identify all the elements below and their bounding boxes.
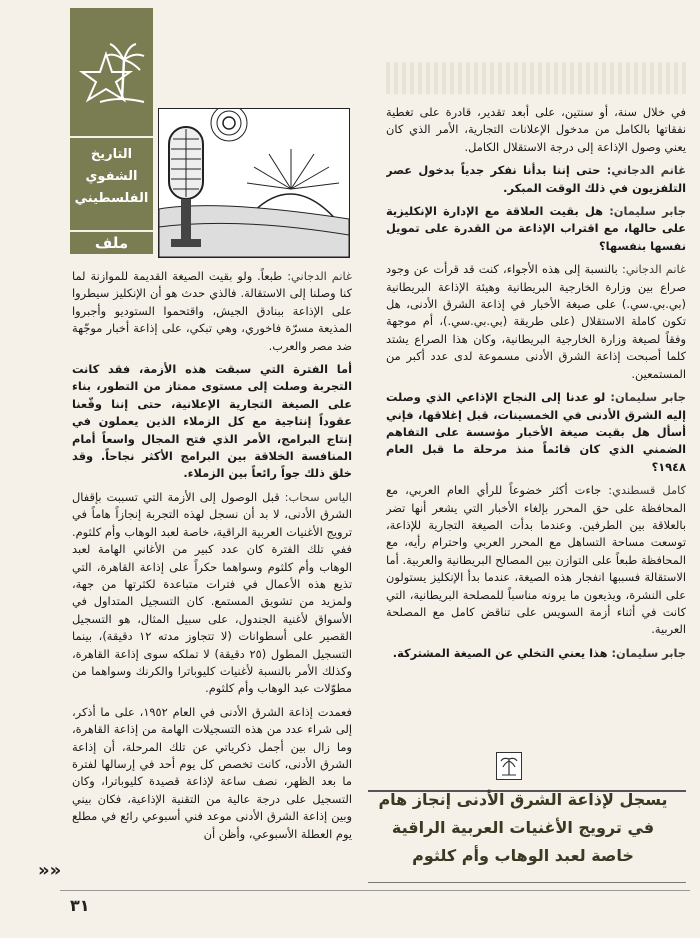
page-number: ٣١ [70,896,90,915]
speaker-name: غانم الدجاني: [600,163,686,178]
speaker-name: غانم الدجاني: [617,262,686,277]
paragraph-text: لو عدنا إلى النجاح الإذاعي الذي وصلت إليه الشرق الأدنى في الخمسينات، قبل إغلاقها، فإني أسأل هل بقيت صيغة الأخبار مؤسسة على التفاهم الضمني الذي كان قائماً منذ مرحلة ما قبل العام ١٩٤٨؟ [386,390,686,474]
paragraph [386,482,686,639]
speaker-name: جابر سليمان: [607,645,686,660]
microphone-sunrise-illustration [158,108,350,258]
paragraph [386,645,686,662]
paragraph [72,268,352,355]
paragraph-text: جاءت أكثر خضوعاً للرأي العام العربي، مع المحافظة على حق المحرر بإلغاء الأخبار التي يشعر أنها تضر بالعلاقة بين الطرفين. وعندما بدأت الصيغة التجارية للإذاعة، توسعت مساحة التساهل مع المحرر العربي واحترام رأيه، مع المحافظة طبعاً على التوازن بين المصالح البريطانية والعربية. أما الاستقالة فسببها انفجار هذه الصيغة، عندما بدأ الإنكليز يستولون على النشرة، ويذيعون ما يرونه مناسباً للمصلحة البريطانية، التي كانت في أثناء أزمة السويس على تناقض كامل مع المصلحة العربية. [386,483,686,637]
section-title [70,138,153,230]
section-title-line: التاريخ [90,147,133,162]
section-title-line: الشفوي [85,169,138,184]
speaker-name: جابر سليمان: [603,204,686,219]
paragraph [386,389,686,476]
speaker-name: كامل قسطندي: [601,483,686,498]
pull-quote-line: خاصة لعبد الوهاب وأم كلثوم [412,846,634,865]
paragraph-text: هذا يعني التخلي عن الصيغة المشتركة. [392,645,608,660]
article-column-right [386,104,686,764]
paragraph-text: في خلال سنة، أو سنتين، على أبعد تقدير، قادرة على تغطية نفقاتها بالكامل من مدخول الإعلانات التجارية، الأمر الذي كان يعني وصول الإذاعة إلى درجة الاستقلال الكامل. [386,105,686,154]
paragraph-text: طبعاً. ولو بقيت الصيغة القديمة للموازنة لما كنا وصلنا إلى الاستقالة. فالذي حدث هو أن الإنكليز سيطروا على الإذاعة ببنادق الجيش، واقتحموا الستوديو وأجبروا المذيعة مسرّة فاخوري، وهي تبكي، على إذاعة أخبار موجّهة ضد مصر والعرب. [72,269,352,353]
article-column-left [72,268,352,888]
paragraph-text: بالنسبة إلى هذه الأجواء، كنت قد قرأت عن وجود صراع بين وزارة الخارجية البريطانية وهيئة الإذاعة البريطانية (بي.بي.سي.) على صيغة الأخبار في إذاعة الشرق الأدنى، هل تكون كاملة الاستقلال (على طريقة (بي.بي.سي.)، أم موجهة وفقاً لصيغة وزارة الخارجية البريطانية، وكان هذا الصراع يشتد كلما أصبحت إذاعة الشرق الأدنى مسموعة لدى عدد أكبر من المستمعين. [386,262,686,381]
speaker-name: غانم الدجاني: [282,269,352,283]
paragraph [72,489,352,698]
paragraph [72,361,352,483]
palm-star-logo-icon [70,30,153,120]
paragraph-text: أما الفترة التي سبقت هذه الأزمة، فقد كانت التجربة وصلت إلى مستوى ممتاز من التطور، بناء على الصيغة التجارية الإعلانية، حتى إننا وقّعنا عقوداً إنتاجية مع كل الزملاء الذين يعملون في إنتاج البرامج، الأمر الذي فتح المجال واسعاً أمام المنافسة الخلاقة بين البرامج الأكثر نجاحاً. وقد خلق ذلك جواً رائعاً بين الزملاء. [72,362,352,481]
file-label: ملف [70,232,153,254]
paragraph [386,162,686,197]
paragraph-text: فعمدت إذاعة الشرق الأدنى في العام ١٩٥٢، على ما أذكر، إلى شراء عدد من هذه التسجيلات الهامة من إذاعة القاهرة، وما زال بين أجمل ذكرياتي عن تلك المرحلة، أن إذاعة الشرق الأدنى، كانت تخصص كل يوم أحد في إرسالها لفترة ما بعد الظهر، نصف ساعة لإذاعة قصيدة كليوباترا، وكان التسجيل على درجة عالية من التقنية الإذاعية، فكان بيني وبين إذاعة الشرق الأدنى موعد فني أسبوعي رائع في مطلع يوم العطلة الأسبوعي، وأظن أن [72,704,352,841]
section-title-line: الفلسطيني [74,191,149,206]
paragraph [386,104,686,156]
paragraph [386,203,686,255]
paragraph [72,704,352,843]
end-mark-icon [496,752,522,780]
paragraph-text: قبل الوصول إلى الأزمة التي تسببت بإقفال الشرق الأدنى، لا بد أن نسجل لهذه التجربة إنجازاً هاماً في ترويج الأغنيات العربية الراقية، خاصة لعبد الوهاب وأم كلثوم. ففي تلك الفترة كان عدد كبير من الأغاني الهامة لعبد الوهاب وأم كلثوم وسواهما حكراً على إذاعة القاهرة، التي تذيع هذه الأعمال في فترات متباعدة لكثرتها من جهة، ولمزيد من تشويق المستمع. كان التسجيل المتداول في الأسواق لأغنية الجندول، على سبيل المثال، هو التسجيل القصير على أسطوانات (لا تتجاوز مدته ١٢ دقيقة)، بينما التسجيل المطول (٢٥ دقيقة) لا تملكه سوى إذاعة القاهرة، وكذلك الأمر بالنسبة لأغنيات كليوباترا والكرنك وسواهما من مطوّلات عبد الوهاب وأم كلثوم. [72,489,352,696]
pull-quote-rule [368,882,686,883]
microphone-icon [159,109,349,257]
pull-quote [360,786,686,886]
pull-quote-line: يسجل لإذاعة الشرق الأدنى إنجاز هام [378,790,668,809]
speaker-name: جابر سليمان: [605,390,686,405]
speaker-name: الياس سحاب: [279,489,352,504]
decorative-pattern [386,62,686,94]
paragraph [386,261,686,383]
paragraph-text: هل بقيت العلاقة مع الإدارة الإنكليزية على حالها، مع اقتراب الإذاعة من القدرة على تمويل نفسها بنفسها؟ [386,204,686,253]
continue-arrows-icon: »» [38,860,62,881]
pull-quote-line: في ترويج الأغنيات العربية الراقية [391,818,655,837]
paragraph-text: حتى إننا بدأنا نفكر جدياً بدخول عصر التلفزيون في ذلك الوقت المبكر. [386,163,686,195]
footer-rule [60,890,690,891]
